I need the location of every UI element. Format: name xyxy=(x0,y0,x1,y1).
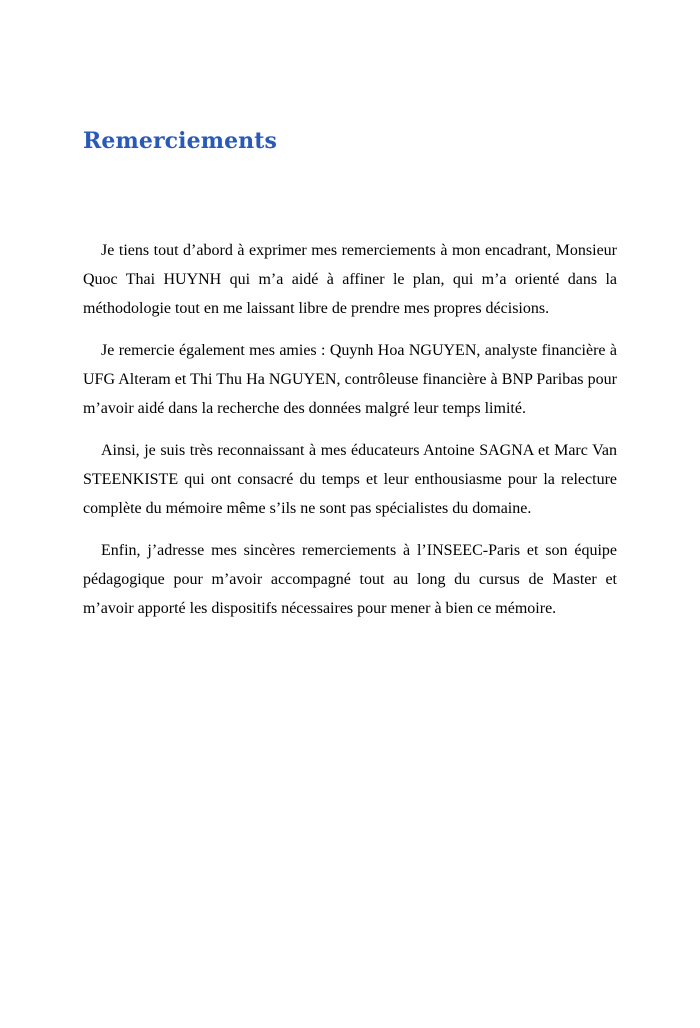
paragraph-supervisor: Je tiens tout d’abord à exprimer mes remerciements à mon encadrant, Monsieur Quoc Thai HUYNH qui m’a aidé à affiner le plan, qui m’a orienté dans la méthodologie tout en me laissant libre de prendre mes propres décisions. xyxy=(83,242,617,317)
paragraph-educators: Ainsi, je suis très reconnaissant à mes éducateurs Antoine SAGNA et Marc Van STEENKISTE qui ont consacré du temps et leur enthousiasme pour la relecture complète du mémoire même s’ils ne sont pas spécialistes du domaine. xyxy=(83,442,617,517)
paragraph-school: Enfin, j’adresse mes sincères remerciements à l’INSEEC-Paris et son équipe pédagogique pour m’avoir accompagné tout au long du cursus de Master et m’avoir apporté les dispositifs nécessaires pour mener à bien ce mémoire. xyxy=(83,542,617,617)
body-text xyxy=(83,236,617,636)
paragraph-friends: Je remercie également mes amies : Quynh Hoa NGUYEN, analyste financière à UFG Alteram et Thi Thu Ha NGUYEN, contrôleuse financière à BNP Paribas pour m’avoir aidé dans la recherche des données malgré leur temps limité. xyxy=(83,342,617,417)
page-title: Remerciements xyxy=(83,128,278,154)
